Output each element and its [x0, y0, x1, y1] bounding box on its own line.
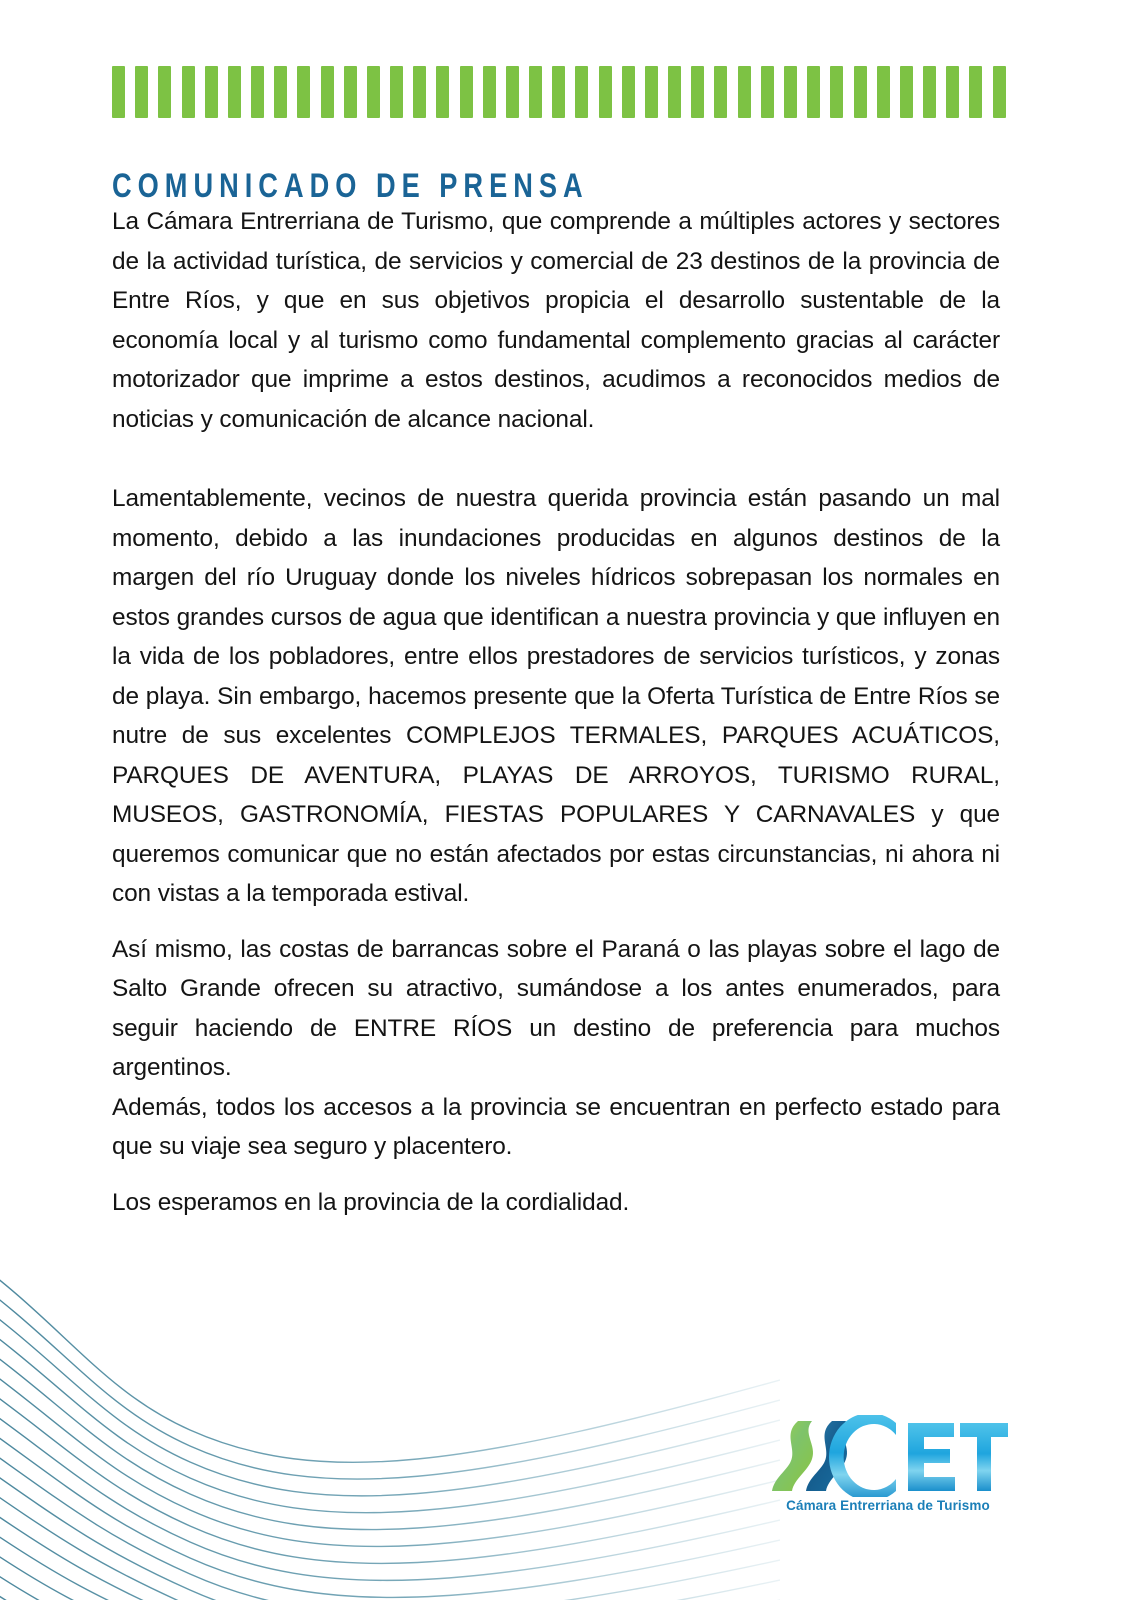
- green-tick: [807, 66, 820, 118]
- green-tick: [946, 66, 959, 118]
- green-tick: [205, 66, 218, 118]
- bottom-left-wave-lines: [0, 1270, 780, 1600]
- green-tick: [529, 66, 542, 118]
- paragraph-spacer: [112, 1167, 1000, 1183]
- green-tick: [830, 66, 843, 118]
- green-tick: [668, 66, 681, 118]
- green-tick: [228, 66, 241, 118]
- scet-logo-mark: [768, 1415, 1008, 1497]
- green-tick-rule: [112, 66, 1006, 118]
- green-tick: [390, 66, 403, 118]
- green-tick: [436, 66, 449, 118]
- green-tick: [552, 66, 565, 118]
- green-tick: [784, 66, 797, 118]
- paragraph-4: Además, todos los accesos a la provincia se encuentran en perfecto estado para que su viaje sea seguro y placentero.: [112, 1093, 1000, 1160]
- green-tick: [575, 66, 588, 118]
- green-tick: [344, 66, 357, 118]
- green-tick: [274, 66, 287, 118]
- green-tick: [714, 66, 727, 118]
- green-tick: [854, 66, 867, 118]
- green-tick: [251, 66, 264, 118]
- press-release-body: [112, 202, 1000, 1222]
- green-tick: [413, 66, 426, 118]
- green-tick: [993, 66, 1006, 118]
- paragraph-3: Así mismo, las costas de barrancas sobre el Paraná o las playas sobre el lago de Salto Grande ofrecen su atractivo, sumándose a los antes enumerados, para seguir haciendo de ENTRE RÍOS un destino de preferencia para muchos argentinos.: [112, 935, 1000, 1081]
- green-tick: [112, 66, 125, 118]
- green-tick: [367, 66, 380, 118]
- green-tick: [506, 66, 519, 118]
- green-tick: [321, 66, 334, 118]
- green-tick: [622, 66, 635, 118]
- green-tick: [691, 66, 704, 118]
- green-tick: [923, 66, 936, 118]
- paragraph-spacer: [112, 439, 1000, 479]
- green-tick: [761, 66, 774, 118]
- green-tick: [483, 66, 496, 118]
- green-tick: [297, 66, 310, 118]
- green-tick: [599, 66, 612, 118]
- green-tick: [645, 66, 658, 118]
- logo-tagline: Cámara Entrerriana de Turismo: [786, 1498, 990, 1513]
- green-tick: [877, 66, 890, 118]
- green-tick: [158, 66, 171, 118]
- page-title: COMUNICADO DE PRENSA: [112, 166, 589, 205]
- paragraph-1: La Cámara Entrerriana de Turismo, que comprende a múltiples actores y sectores de la actividad turística, de servicios y comercial de 23 destinos de la provincia de Entre Ríos, y que en sus objetivos propicia el desarrollo sustentable de la economía local y al turismo como fundamental complemento gracias al carácter motorizador que imprime a estos destinos, acudimos a reconocidos medios de noticias y comunicación de alcance nacional.: [112, 208, 1000, 433]
- paragraph-5: Los esperamos en la provincia de la cordialidad.: [112, 1188, 630, 1216]
- green-tick: [969, 66, 982, 118]
- green-tick: [900, 66, 913, 118]
- green-tick: [460, 66, 473, 118]
- green-tick: [182, 66, 195, 118]
- paragraph-spacer: [112, 914, 1000, 930]
- paragraph-2: Lamentablemente, vecinos de nuestra querida provincia están pasando un mal momento, debido a las inundaciones producidas en algunos destinos de la margen del río Uruguay donde los niveles hídricos sobrepasan los normales en estos grandes cursos de agua que identifican a nuestra provincia y que influyen en la vida de los pobladores, entre ellos prestadores de servicios turísticos, y zonas de playa. Sin embargo, hacemos presente que la Oferta Turística de Entre Ríos se nutre de sus excelentes COMPLEJOS TERMALES, PARQUES ACUÁTICOS, PARQUES DE AVENTURA, PLAYAS DE ARROYOS, TURISMO RURAL, MUSEOS, GASTRONOMÍA, FIESTAS POPULARES Y CARNAVALES y que queremos comunicar que no están afectados por estas circunstancias, ni ahora ni con vistas a la temporada estival.: [112, 485, 1000, 907]
- scet-logo: [768, 1415, 1008, 1520]
- green-tick: [738, 66, 751, 118]
- green-tick: [135, 66, 148, 118]
